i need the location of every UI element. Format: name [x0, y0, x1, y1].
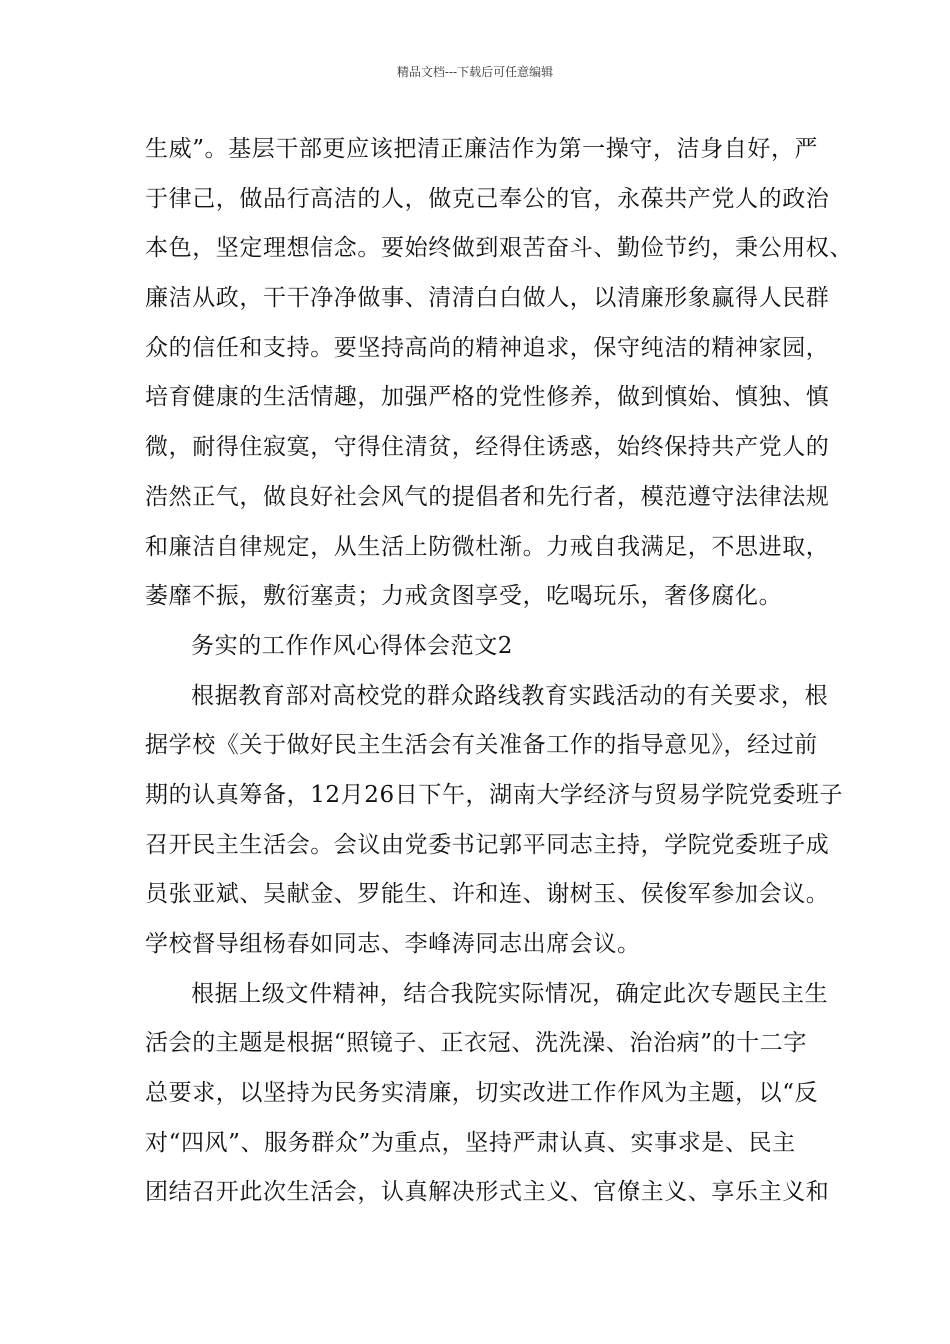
text-line: 根据教育部对高校党的群众路线教育实践活动的有关要求，根	[191, 682, 829, 709]
text-line: 于律己，做品行高洁的人，做克己奉公的官，永葆共产党人的政治	[145, 185, 830, 212]
text-line: 浩然正气，做良好社会风气的提倡者和先行者，模范遵守法律法规	[145, 483, 830, 510]
text-line: 微，耐得住寂寞，守得住清贫，经得住诱惑，始终保持共产党人的	[145, 434, 830, 461]
text-line: 对“四风”、服务群众”为重点，坚持严肃认真、实事求是、民主	[145, 1129, 796, 1156]
text-line: 生威”。基层干部更应该把清正廉洁作为第一操守，洁身自好，严	[145, 136, 819, 162]
text-line: 据学校《关于做好民主生活会有关准备工作的指导意见》，经过前	[145, 732, 818, 759]
text-line: 召开民主生活会。会议由党委书记郭平同志主持，学院党委班子成	[145, 831, 830, 858]
text-line: 众的信任和支持。要坚持高尚的精神追求，保守纯洁的精神家园，	[145, 334, 830, 361]
text-line: 活会的主题是根据“照镜子、正衣冠、洗洗澡、治治病”的十二字	[145, 1030, 807, 1057]
text-line: 廉洁从政，干干净净做事、清清白白做人，以清廉形象赢得人民群	[145, 285, 830, 312]
text-line: 员张亚斌、吴献金、罗能生、许和连、谢树玉、侯俊军参加会议。	[145, 881, 830, 908]
text-line: 团结召开此次生活会，认真解决形式主义、官僚主义、享乐主义和	[145, 1179, 830, 1206]
text-line: 培育健康的生活情趣，加强严格的党性修养，做到慎始、慎独、慎	[145, 384, 830, 411]
text-line: 期的认真筹备，12月26日下午，湖南大学经济与贸易学院党委班子	[145, 781, 844, 808]
document-body	[145, 132, 853, 1225]
text-line: 萎靡不振，敷衍塞责；力戒贪图享受，吃喝玩乐，奢侈腐化。	[145, 583, 783, 610]
page-header: 精品文档---下载后可任意编辑	[396, 65, 554, 79]
text-line: 学校督导组杨春如同志、李峰涛同志出席会议。	[145, 931, 641, 957]
text-line: 本色，坚定理想信念。要始终做到艰苦奋斗、勤俭节约，秉公用权、	[145, 235, 853, 262]
text-line: 根据上级文件精神，结合我院实际情况，确定此次专题民主生	[191, 980, 829, 1007]
text-line: 务实的工作作风心得体会范文2	[191, 632, 514, 659]
text-line: 总要求，以坚持为民务实清廉，切实改进工作作风为主题，以“反	[145, 1080, 819, 1107]
text-line: 和廉洁自律规定，从生活上防微杜渐。力戒自我满足，不思进取，	[145, 533, 830, 560]
